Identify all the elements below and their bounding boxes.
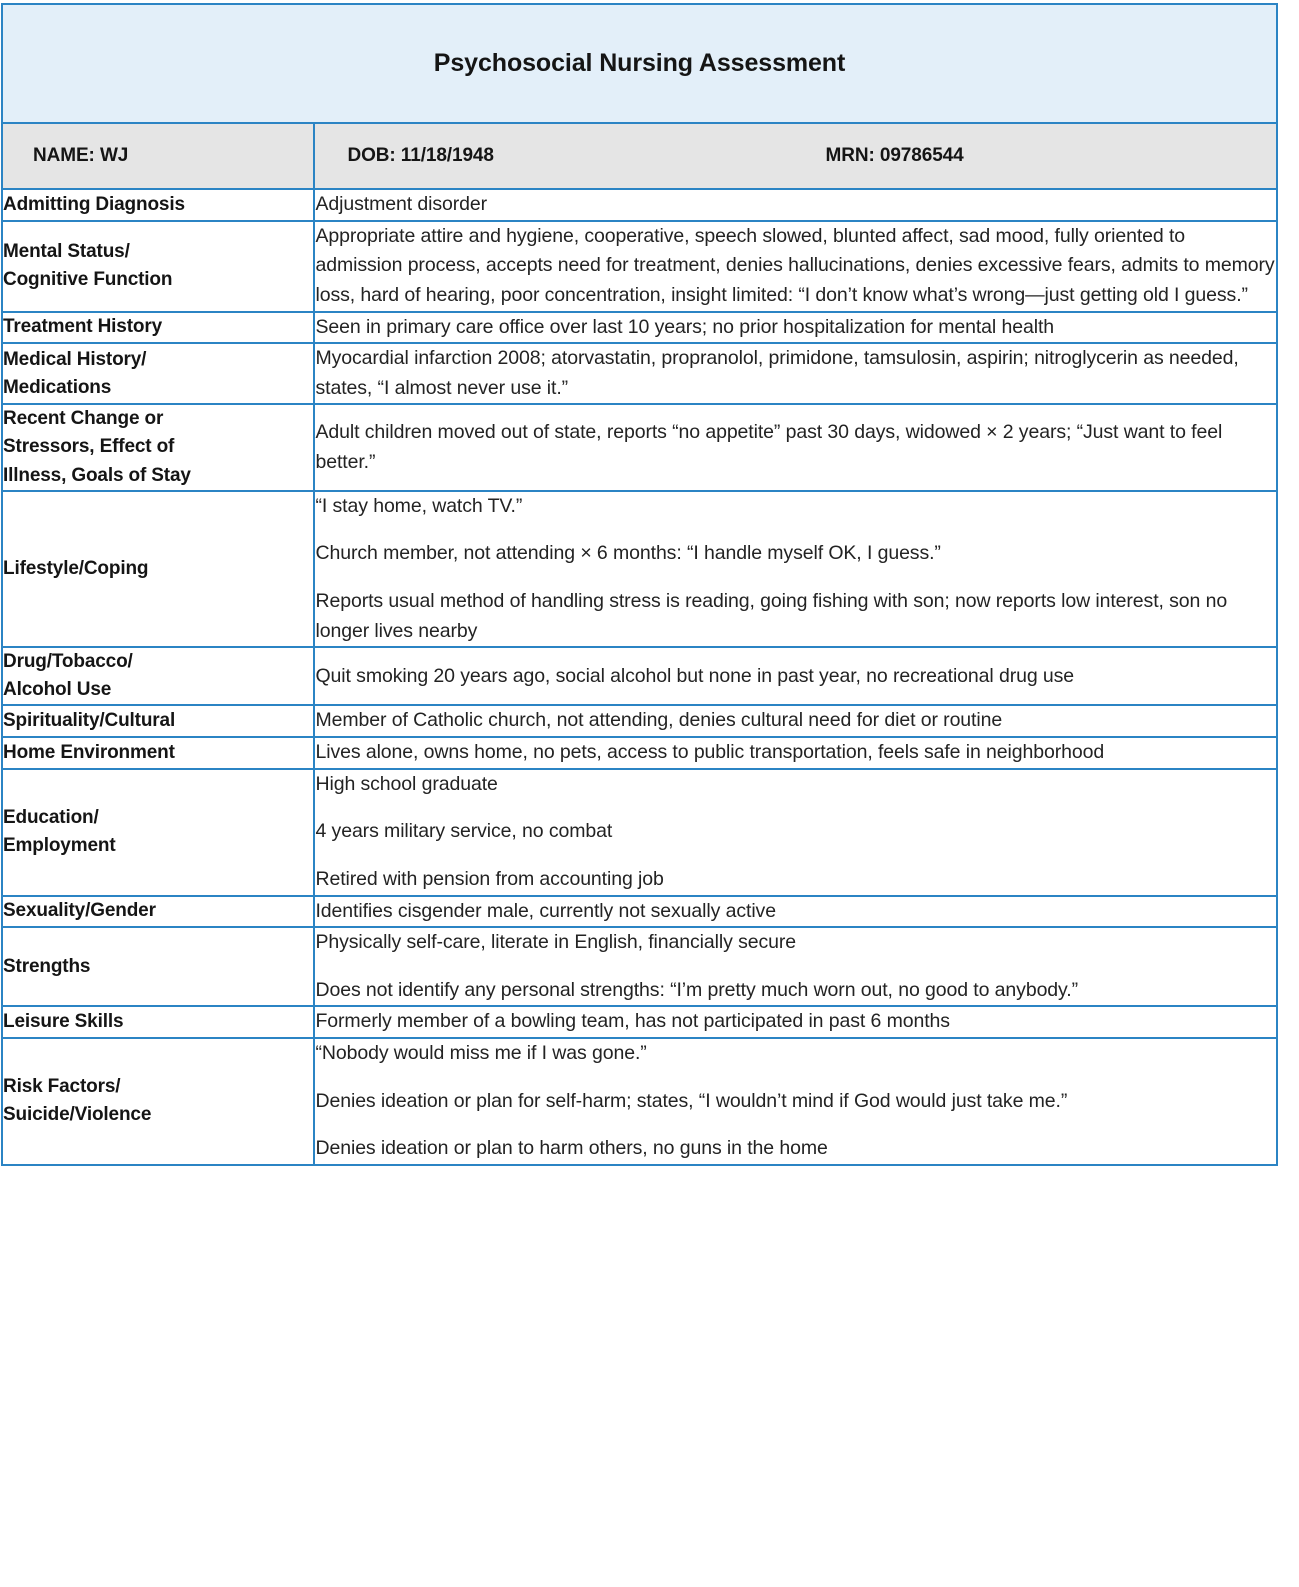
row-label-line: Spirituality/Cultural [3, 710, 176, 732]
table-row [2, 896, 1277, 928]
row-value-paragraph: Adult children moved out of state, reports “no appetite” past 30 days, widowed × 2 years; “Just want to feel better.” [315, 420, 1223, 473]
table-body [2, 4, 1277, 1165]
row-value-paragraph: Formerly member of a bowling team, has not participated in past 6 months [315, 1010, 950, 1033]
row-value-cell [314, 927, 1277, 1006]
row-label-cell [2, 705, 314, 737]
row-label-line: Admitting Diagnosis [3, 193, 185, 215]
row-value-paragraph: Does not identify any personal strengths: “I’m pretty much worn out, no good to anybody.” [315, 978, 1078, 1001]
row-value-cell [314, 896, 1277, 928]
table-row [2, 404, 1277, 490]
row-label-cell [2, 1006, 314, 1038]
row-value-cell [314, 189, 1277, 221]
row-value-paragraph: Reports usual method of handling stress is reading, going fishing with son; now reports low interest, son no longer lives nearby [315, 589, 1228, 642]
title-row [2, 4, 1277, 123]
row-value-paragraph: Quit smoking 20 years ago, social alcohol but none in past year, no recreational drug use [315, 664, 1075, 687]
row-value-paragraph: Appropriate attire and hygiene, cooperative, speech slowed, blunted affect, sad mood, fully oriented to admission process, accepts need for treatment, denies hallucinations, denies excessive fears, admits to memory loss, hard of hearing, poor concentration, insight limited: “I don’t know what’s wrong—just getting old I guess.” [315, 224, 1275, 306]
psychosocial-assessment-table [1, 3, 1278, 1166]
table-row [2, 705, 1277, 737]
table-row [2, 769, 1277, 896]
table-row [2, 189, 1277, 221]
identifier-group [315, 124, 1276, 188]
table-row [2, 221, 1277, 312]
row-value-cell [314, 221, 1277, 312]
table-row [2, 1006, 1277, 1038]
row-label-line: Recent Change or [3, 408, 164, 430]
page-title: Psychosocial Nursing Assessment [433, 49, 846, 77]
row-label-line: Employment [3, 835, 116, 857]
table-row [2, 737, 1277, 769]
row-label-line: Lifestyle/Coping [3, 557, 149, 579]
patient-name-cell [2, 123, 314, 189]
row-value-paragraph: Retired with pension from accounting job [315, 867, 664, 890]
row-label-cell [2, 221, 314, 312]
row-value-paragraph: Seen in primary care office over last 10 years; no prior hospitalization for mental health [315, 315, 1055, 338]
patient-dob-mrn-cell [314, 123, 1277, 189]
row-value-paragraph: Lives alone, owns home, no pets, access to public transportation, feels safe in neighborhood [315, 741, 1105, 764]
row-value-cell [314, 491, 1277, 648]
row-label-cell [2, 896, 314, 928]
row-value-cell [314, 404, 1277, 490]
row-label-line: Cognitive Function [3, 269, 173, 291]
row-label-cell [2, 737, 314, 769]
row-label-line: Treatment History [3, 316, 162, 338]
row-value-cell [314, 1006, 1277, 1038]
title-cell [2, 4, 1277, 123]
row-label-line: Risk Factors/ [3, 1076, 121, 1098]
patient-dob: DOB: 11/18/1948 [347, 145, 494, 166]
row-value-paragraph: Church member, not attending × 6 months: “I handle myself OK, I guess.” [315, 542, 941, 565]
row-value-paragraph: Physically self-care, literate in English, financially secure [315, 931, 797, 954]
patient-identifier-row [2, 123, 1277, 189]
row-label-line: Drug/Tobacco/ [3, 651, 133, 673]
row-label-line: Medications [3, 376, 112, 398]
table-row [2, 927, 1277, 1006]
row-value-cell [314, 705, 1277, 737]
patient-name: NAME: WJ [33, 145, 129, 166]
table-row [2, 343, 1277, 404]
row-label-line: Sexuality/Gender [3, 900, 156, 922]
row-label-line: Stressors, Effect of [3, 436, 175, 458]
row-label-cell [2, 491, 314, 648]
row-value-cell [314, 1038, 1277, 1165]
row-label-line: Strengths [3, 955, 91, 977]
row-value-paragraph: Member of Catholic church, not attending, denies cultural need for diet or routine [315, 709, 1003, 732]
table-row [2, 491, 1277, 648]
row-value-paragraph: “I stay home, watch TV.” [315, 494, 523, 517]
row-label-cell [2, 927, 314, 1006]
row-value-paragraph: “Nobody would miss me if I was gone.” [315, 1042, 647, 1065]
row-value-paragraph: 4 years military service, no combat [315, 820, 613, 843]
row-label-line: Mental Status/ [3, 240, 130, 262]
row-label-cell [2, 1038, 314, 1165]
row-label-line: Suicide/Violence [3, 1104, 152, 1126]
row-value-cell [314, 769, 1277, 896]
row-value-paragraph: Denies ideation or plan to harm others, no guns in the home [315, 1137, 828, 1160]
table-row [2, 312, 1277, 344]
row-value-cell [314, 343, 1277, 404]
row-value-paragraph: Denies ideation or plan for self-harm; states, “I wouldn’t mind if God would just take me.” [315, 1089, 1068, 1112]
row-value-paragraph: Identifies cisgender male, currently not sexually active [315, 899, 776, 922]
table-row [2, 647, 1277, 705]
row-label-cell [2, 647, 314, 705]
row-label-cell [2, 312, 314, 344]
row-label-line: Home Environment [3, 741, 175, 763]
table-row [2, 1038, 1277, 1165]
row-label-line: Leisure Skills [3, 1011, 124, 1033]
row-label-cell [2, 769, 314, 896]
row-label-cell [2, 404, 314, 490]
row-value-cell [314, 737, 1277, 769]
row-label-line: Education/ [3, 807, 99, 828]
row-label-cell [2, 189, 314, 221]
row-value-paragraph: Adjustment disorder [315, 193, 487, 215]
row-label-line: Illness, Goals of Stay [3, 464, 191, 486]
row-label-line: Alcohol Use [3, 679, 112, 701]
row-value-cell [314, 647, 1277, 705]
patient-mrn: MRN: 09786544 [825, 145, 964, 166]
row-value-paragraph: Myocardial infarction 2008; atorvastatin, propranolol, primidone, tamsulosin, aspirin; nitroglycerin as needed, states, “I almost never use it.” [315, 347, 1239, 399]
row-label-line: Medical History/ [3, 348, 147, 370]
row-value-cell [314, 312, 1277, 344]
row-label-cell [2, 343, 314, 404]
row-value-paragraph: High school graduate [315, 772, 498, 795]
